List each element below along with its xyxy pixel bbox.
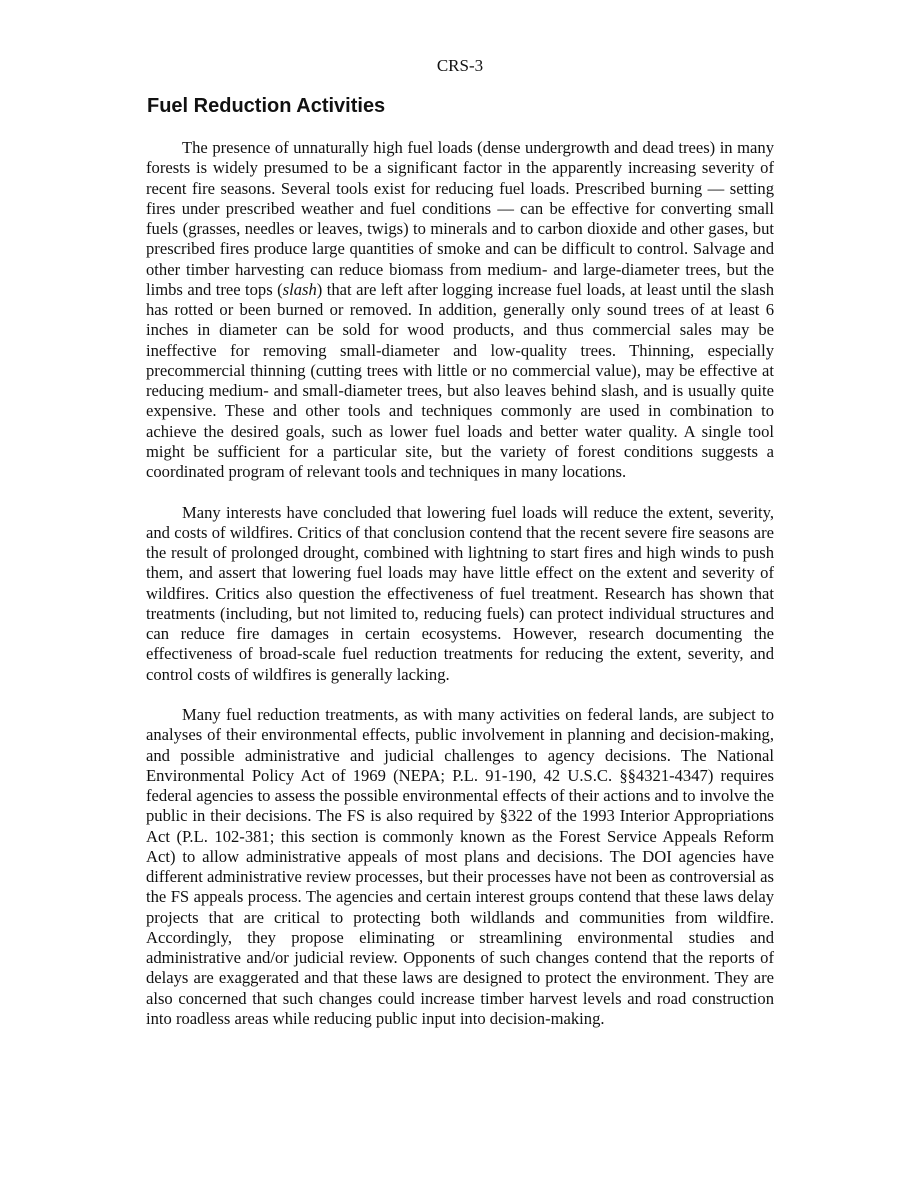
italic-term-slash: slash <box>282 279 317 299</box>
paragraph-text: Many fuel reduction treatments, as with many activities on federal lands, are subject to analyses of their environmental effects, public involvement in planning and decision-making, and possible administrative and judicial challenges to agency decisions. The National Environmental Policy Act of 1969 (NEPA; P.L. 91-190, 42 U.S.C. §§4321-4347) requires federal agencies to assess the possible environmental effects of their actions and to involve the public in their decisions. The FS is also required by §322 of the 1993 Interior Appropriations Act (P.L. 102-381; this section is commonly known as the Forest Service Appeals Reform Act) to allow administrative appeals of most plans and decisions. The DOI agencies have different administrative review processes, but their processes have not been as controversial as the FS appeals process. The agencies and certain interest groups contend that these laws delay projects that are critical to protecting both wildlands and communities from wildfire. Accordingly, they propose eliminating or streamlining environmental studies and administrative and/or judicial review. Opponents of such changes contend that the reports of delays are exaggerated and that these laws are designed to protect the environment. They are also concerned that such changes could increase timber harvest levels and road construction into roadless areas while reducing public input into decision-making. <box>146 705 774 1028</box>
paragraph-critics <box>146 503 774 685</box>
paragraph-text: ) that are left after logging increase fuel loads, at least until the slash has rotted or been burned or removed. In addition, generally only sound trees of at least 6 inches in diameter can be sold for wood products, and thus commercial sales may be ineffective for removing small-diameter and low-quality trees. Thinning, especially precommercial thinning (cutting trees with little or no commercial value), may be effective at reducing medium- and small-diameter trees, but also leaves behind slash, and is usually quite expensive. These and other tools and techniques commonly are used in combination to achieve the desired goals, such as lower fuel loads and better water quality. A single tool might be sufficient for a particular site, but the variety of forest conditions suggests a coordinated program of relevant tools and techniques in many locations. <box>146 279 774 481</box>
body-text <box>146 138 774 1029</box>
paragraph-text: Many interests have concluded that lowering fuel loads will reduce the extent, severity, and costs of wildfires. Critics of that conclusion contend that the recent severe fire seasons are the result of prolonged drought, combined with lightning to start fires and high winds to push them, and assert that lowering fuel loads may have little effect on the extent and severity of wildfires. Critics also question the effectiveness of fuel treatment. Research has shown that treatments (including, but not limited to, reducing fuels) can protect individual structures and can reduce fire damages in certain ecosystems. However, research documenting the effectiveness of broad-scale fuel reduction treatments for reducing the extent, severity, and control costs of wildfires is generally lacking. <box>146 502 774 684</box>
paragraph-environmental-review <box>146 705 774 1029</box>
page-header: CRS-3 <box>436 56 484 75</box>
paragraph-text: The presence of unnaturally high fuel loads (dense undergrowth and dead trees) in many forests is widely presumed to be a significant factor in the apparently increasing severity of recent fire seasons. Several tools exist for reducing fuel loads. Prescribed burning — setting fires under prescribed weather and fuel conditions — can be effective for converting small fuels (grasses, needles or leaves, twigs) to minerals and to carbon dioxide and other gases, but prescribed fires produce large quantities of smoke and can be difficult to control. Salvage and other timber harvesting can reduce biomass from medium- and large-diameter trees, but the limbs and tree tops ( <box>146 138 774 299</box>
section-title: Fuel Reduction Activities <box>147 95 386 117</box>
paragraph-fuel-reduction-tools <box>146 138 774 482</box>
